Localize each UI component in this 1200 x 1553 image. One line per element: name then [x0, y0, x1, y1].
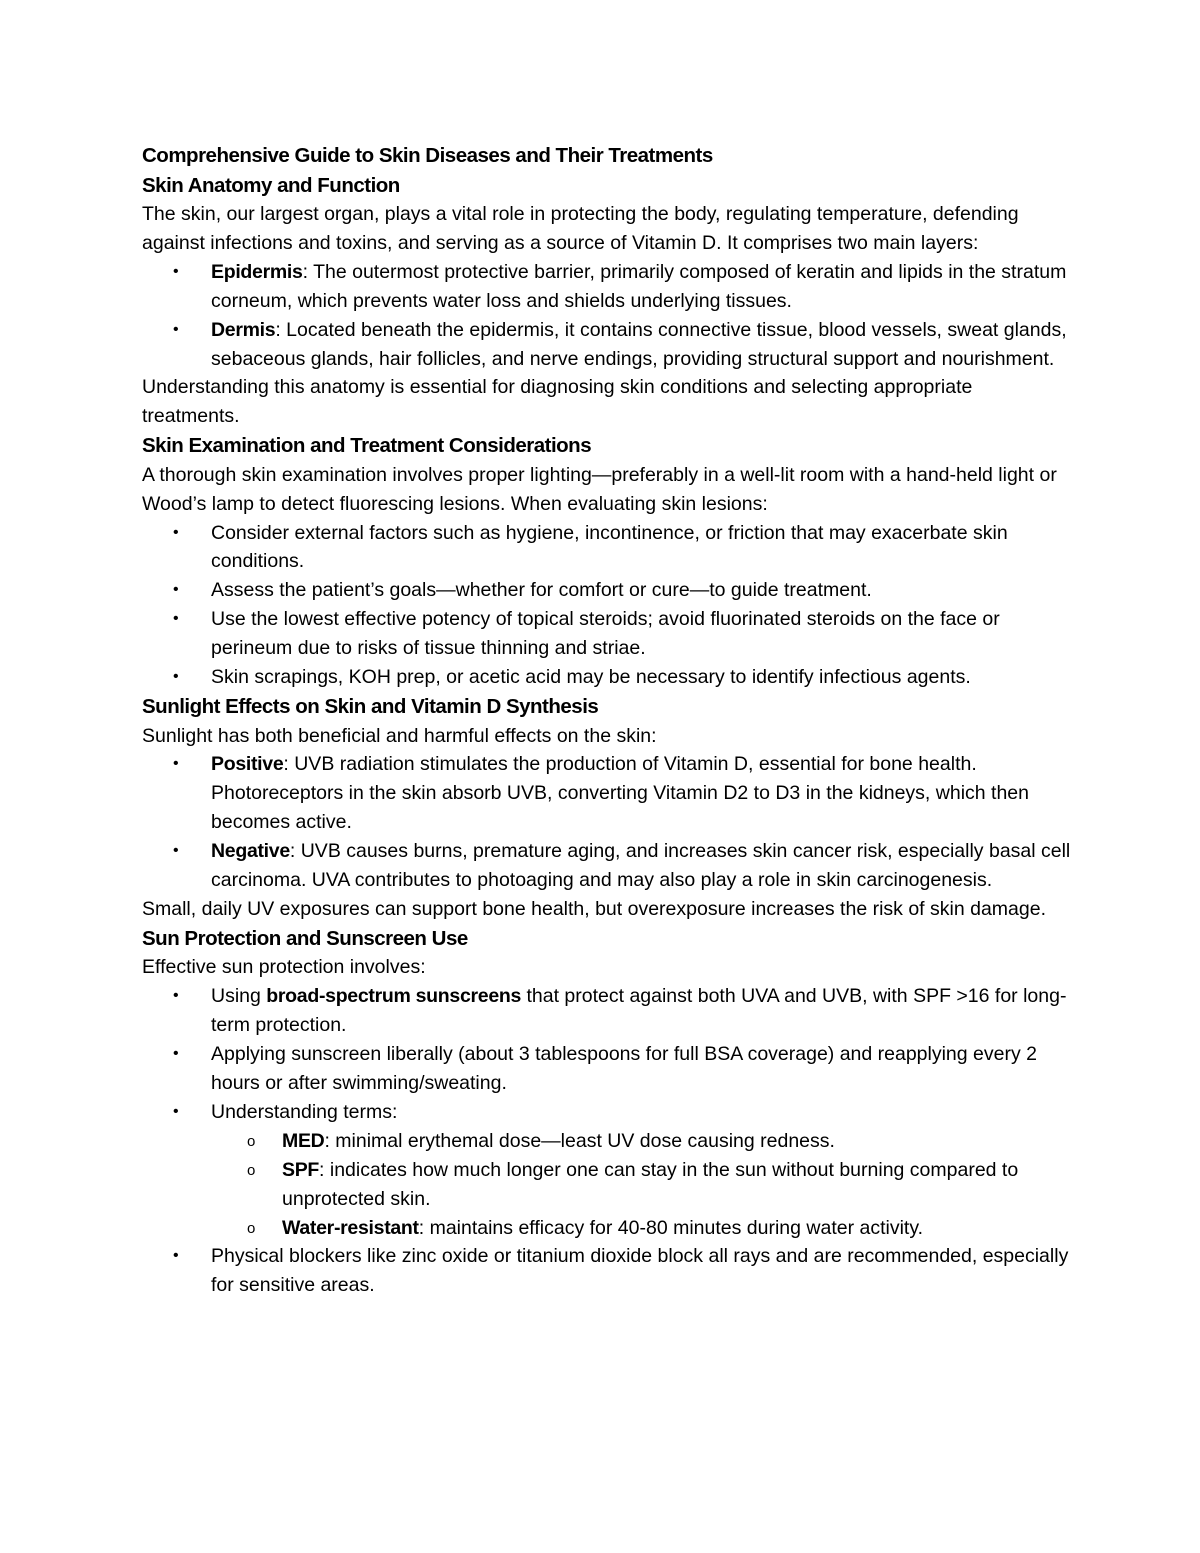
list-item [142, 258, 1072, 316]
term-label: SPF [282, 1158, 320, 1181]
bullet-icon: • [173, 581, 179, 599]
term-label: Dermis [211, 318, 276, 341]
bullet-icon: • [173, 320, 179, 338]
bullet-icon: • [173, 523, 179, 541]
term-description: : maintains efficacy for 40-80 minutes during water activity. [418, 1216, 924, 1239]
list-item [142, 316, 1072, 374]
list-item-text: Skin scrapings, KOH prep, or acetic acid may be necessary to identify infectious agents. [211, 666, 971, 689]
bullet-icon: • [173, 668, 179, 686]
anatomy-list [142, 258, 1072, 374]
list-item [142, 837, 1072, 895]
list-item [142, 576, 1072, 605]
term-description: : UVB radiation stimulates the production of Vitamin D, essential for bone health. Photoreceptors in the skin absorb UVB, converting Vitamin D2 to D3 in the kidneys, which then becomes active. [211, 753, 1029, 834]
document-title: Comprehensive Guide to Skin Diseases and Their Treatments [142, 144, 713, 167]
sublist-item [211, 1214, 1072, 1243]
term-description: : UVB causes burns, premature aging, and increases skin cancer risk, especially basal cell carcinoma. UVA contributes to photoaging and may also play a role in skin carcinogenesis. [211, 840, 1071, 892]
list-item [142, 1242, 1072, 1300]
circle-bullet-icon: o [247, 1161, 256, 1179]
list-item-text: Applying sunscreen liberally (about 3 tablespoons for full BSA coverage) and reapplying every 2 hours or after swimming/sweating. [211, 1043, 1037, 1094]
protection-intro: Effective sun protection involves: [142, 956, 426, 979]
term-description: : minimal erythemal dose—least UV dose causing redness. [324, 1129, 835, 1152]
circle-bullet-icon: o [247, 1132, 256, 1150]
sublist-item [211, 1156, 1072, 1214]
circle-bullet-icon: o [247, 1219, 256, 1237]
list-item [142, 1098, 1072, 1243]
bullet-icon: • [173, 610, 179, 628]
section-heading-protection: Sun Protection and Sunscreen Use [142, 926, 468, 950]
section-heading-sunlight: Sunlight Effects on Skin and Vitamin D Synthesis [142, 695, 599, 718]
term-label: Water-resistant [282, 1216, 419, 1239]
list-item-text: Understanding terms: [211, 1100, 398, 1123]
examination-list [142, 519, 1072, 692]
bullet-icon: • [173, 987, 179, 1005]
list-item-text: Physical blockers like zinc oxide or titanium dioxide block all rays and are recommended, especially for sensitive areas. [211, 1245, 1069, 1297]
terms-sublist [211, 1127, 1072, 1243]
section-heading-examination: Skin Examination and Treatment Considerations [142, 434, 592, 458]
list-item [142, 519, 1072, 577]
bullet-icon: • [173, 842, 179, 860]
protection-list [142, 982, 1072, 1300]
examination-intro: A thorough skin examination involves proper lighting—preferably in a well-lit room with a hand-held light or Wood’s lamp to detect fluorescing lesions. When evaluating skin lesions: [142, 463, 1057, 515]
sunlight-intro: Sunlight has both beneficial and harmful effects on the skin: [142, 724, 657, 747]
list-item [142, 1040, 1072, 1098]
list-item [142, 663, 1072, 692]
bullet-icon: • [173, 1247, 179, 1265]
term-label: Positive [211, 753, 284, 776]
list-item [142, 982, 1072, 1040]
term-description: : Located beneath the epidermis, it contains connective tissue, blood vessels, sweat glands, sebaceous glands, hair follicles, and nerve endings, providing structural support and nourishment. [211, 318, 1067, 370]
sunlight-list [142, 750, 1072, 895]
bullet-icon: • [173, 262, 179, 280]
bullet-icon: • [173, 1102, 179, 1120]
document-page [142, 141, 1072, 1300]
term-label: Epidermis [211, 260, 303, 283]
term-label: broad-spectrum sunscreens [266, 985, 522, 1008]
list-item-text: Assess the patient’s goals—whether for comfort or cure—to guide treatment. [211, 579, 872, 602]
bullet-icon: • [173, 755, 179, 773]
sunlight-outro: Small, daily UV exposures can support bone health, but overexposure increases the risk of skin damage. [142, 897, 1046, 920]
section-heading-anatomy: Skin Anatomy and Function [142, 173, 400, 197]
list-item [142, 750, 1072, 837]
anatomy-intro: The skin, our largest organ, plays a vital role in protecting the body, regulating temperature, defending against infections and toxins, and serving as a source of Vitamin D. It comprises two main layers: [142, 203, 1019, 254]
list-item-text: Consider external factors such as hygiene, incontinence, or friction that may exacerbate skin conditions. [211, 521, 1008, 573]
term-label: MED [282, 1129, 325, 1152]
bullet-icon: • [173, 1045, 179, 1063]
list-item [142, 605, 1072, 663]
sublist-item [211, 1127, 1072, 1156]
term-description: : indicates how much longer one can stay in the sun without burning compared to unprotected skin. [282, 1158, 1019, 1210]
term-description: : The outermost protective barrier, primarily composed of keratin and lipids in the stratum corneum, which prevents water loss and shields underlying tissues. [211, 260, 1067, 312]
term-label: Negative [211, 840, 290, 863]
anatomy-outro: Understanding this anatomy is essential for diagnosing skin conditions and selecting appropriate treatments. [142, 376, 973, 428]
list-item-text: Use the lowest effective potency of topical steroids; avoid fluorinated steroids on the face or perineum due to risks of tissue thinning and striae. [211, 608, 1000, 660]
list-item-prefix: Using [211, 985, 267, 1008]
list-item-suffix: that protect against both UVA and UVB, with SPF >16 for long-term protection. [211, 985, 1067, 1037]
